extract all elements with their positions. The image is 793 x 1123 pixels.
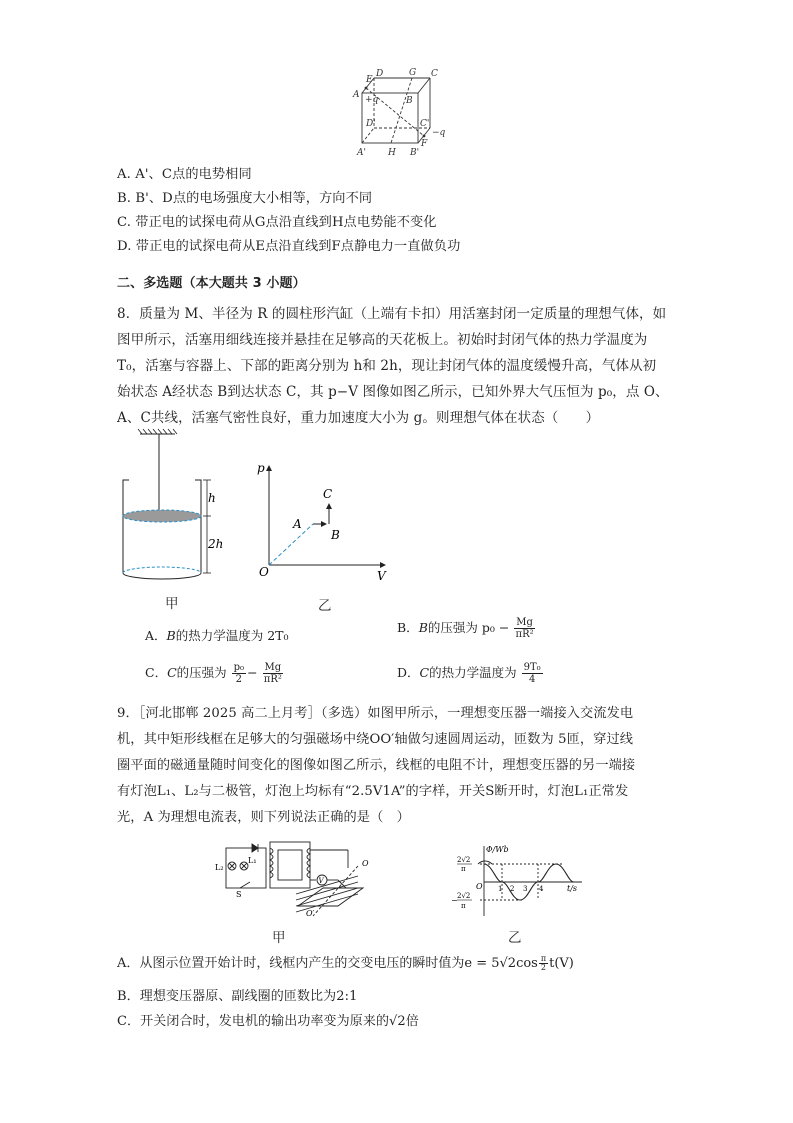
cube-label-plus-q: +q bbox=[365, 95, 379, 105]
q8-option-d bbox=[397, 662, 544, 685]
q8-option-a-prefix: A． bbox=[145, 628, 167, 643]
q9-line-1: 9．［河北邯郸 2025 高二上月考］（多选）如图甲所示，一理想变压器一端接入交流发电 bbox=[117, 706, 634, 721]
q8-option-a-text: 的热力学温度为 2T₀ bbox=[175, 628, 289, 643]
cube-label-c-prime: C' bbox=[420, 119, 430, 129]
cube-figure bbox=[348, 66, 448, 160]
cube-label-d-prime: D' bbox=[366, 119, 376, 129]
q9-yi-caption: 乙 bbox=[508, 930, 522, 946]
q8-option-d-prefix: D． bbox=[397, 665, 420, 680]
q9-jia-l2: L₂ bbox=[215, 863, 224, 872]
q8-option-c-num2: Mg bbox=[264, 662, 282, 673]
q8-jia-2h-label: 2h bbox=[208, 537, 224, 551]
cube-label-a: A bbox=[353, 90, 360, 100]
q8-option-d-den: 4 bbox=[528, 674, 536, 685]
cube-label-c: C bbox=[431, 69, 438, 79]
q8-pv-diagram bbox=[253, 458, 393, 588]
cube-label-minus-q: −q bbox=[432, 128, 446, 138]
q8-option-c-num1: p₀ bbox=[233, 662, 245, 673]
q9-yi-bot-num: 2√2 bbox=[457, 892, 471, 900]
q8-option-c bbox=[145, 662, 284, 685]
q9-yi-bot-den: π bbox=[461, 902, 466, 910]
q8-option-b-num: Mg bbox=[516, 617, 533, 628]
q8-option-c-den1: 2 bbox=[235, 674, 243, 685]
q8-yi-axis-p: p bbox=[257, 461, 265, 475]
section-title-multiple-choice: 二、多选题（本大题共 3 小题） bbox=[117, 276, 306, 291]
cube-label-d: D bbox=[376, 69, 384, 79]
q8-cylinder-figure bbox=[115, 428, 235, 588]
q8-option-c-var: C bbox=[167, 665, 177, 680]
q9-yi-origin: O bbox=[476, 882, 483, 891]
q9-line-2: 机，其中矩形线框在足够大的匀强磁场中绕OO′轴做匀速圆周运动，匝数为 5匝，穿过线 bbox=[117, 732, 634, 747]
cube-label-e: E bbox=[366, 75, 373, 85]
q8-option-b-text: 的压强为 p₀ − bbox=[427, 620, 510, 635]
q9-yi-axis-t: t/s bbox=[567, 884, 578, 893]
q8-yi-axis-v: V bbox=[377, 569, 386, 583]
q9-option-b: B．理想变压器原、副线圈的匝数比为2:1 bbox=[117, 989, 358, 1004]
q7-option-c: C. 带正电的试探电荷从G点沿直线到H点电势能不变化 bbox=[117, 215, 437, 230]
q8-option-b-den: πR² bbox=[515, 629, 534, 640]
q9-transformer-circuit bbox=[208, 836, 378, 918]
q9-jia-l1: L₁ bbox=[248, 856, 257, 865]
cube-label-h: H bbox=[388, 148, 396, 158]
q8-option-b bbox=[397, 617, 536, 640]
q9-flux-graph bbox=[452, 842, 592, 920]
q7-option-d: D. 带正电的试探电荷从E点沿直线到F点静电力一直做负功 bbox=[117, 239, 461, 254]
q9-jia-s: S bbox=[236, 890, 242, 899]
q9-option-c: C．开关闭合时，发电机的输出功率变为原来的√2倍 bbox=[117, 1014, 419, 1029]
q9-line-5: 光，A 为理想电流表，则下列说法正确的是（ ） bbox=[117, 810, 410, 825]
q8-option-b-var: B bbox=[418, 620, 428, 635]
q9-line-3: 圈平面的磁通量随时间变化的图像如图乙所示，线框的电阻不计，理想变压器的另一端接 bbox=[117, 758, 636, 773]
q8-option-d-text: 的热力学温度为 bbox=[429, 665, 517, 680]
cube-label-g: G bbox=[409, 68, 417, 78]
q8-option-c-minus: − bbox=[247, 665, 258, 680]
q8-yi-point-b: B bbox=[331, 528, 340, 542]
q9-yi-tick-2: 2 bbox=[510, 885, 515, 893]
cube-label-b: B bbox=[406, 96, 413, 106]
q8-line-4: 始状态 A经状态 B到达状态 C，其 p−V 图像如图乙所示，已知外界大气压恒为 p₀，点 O、 bbox=[117, 384, 669, 400]
q9-yi-axis-phi: Φ/Wb bbox=[486, 845, 509, 854]
q9-yi-tick-1: 1 bbox=[498, 885, 503, 893]
q9-option-a bbox=[117, 952, 574, 972]
q8-line-2: 图甲所示，活塞用细线连接并悬挂在足够高的天花板上。初始时封闭气体的热力学温度为 bbox=[117, 332, 648, 348]
svg-text:V: V bbox=[318, 877, 324, 885]
q8-option-c-den2: πR² bbox=[263, 674, 282, 685]
q9-option-a-frac-num: π bbox=[540, 954, 547, 963]
q8-option-a-var: B bbox=[166, 628, 176, 643]
q8-yi-point-a: A bbox=[293, 517, 302, 531]
q9-yi-tick-4: 4 bbox=[539, 885, 544, 893]
q8-yi-origin: O bbox=[259, 565, 269, 579]
q9-yi-bot-sign: − bbox=[451, 896, 458, 905]
q8-jia-caption: 甲 bbox=[165, 596, 179, 612]
q9-jia-o-prime: O′ bbox=[306, 909, 315, 918]
cube-label-f: F bbox=[421, 139, 428, 149]
q8-line-1: 8．质量为 M、半径为 R 的圆柱形汽缸（上端有卡扣）用活塞封闭一定质量的理想气体，如 bbox=[117, 306, 667, 322]
q9-option-a-frac-den: 2 bbox=[540, 963, 547, 972]
q9-jia-caption: 甲 bbox=[272, 930, 286, 946]
q9-yi-top-num: 2√2 bbox=[457, 856, 471, 864]
q8-option-c-text: 的压强为 bbox=[176, 665, 227, 680]
q8-option-b-prefix: B． bbox=[397, 620, 419, 635]
q8-jia-h-label: h bbox=[208, 491, 216, 505]
q7-option-a: A. A'、C点的电势相同 bbox=[117, 167, 252, 182]
q8-yi-caption: 乙 bbox=[318, 598, 332, 614]
q9-yi-top-den: π bbox=[461, 865, 466, 873]
q8-line-3: T₀，活塞与容器上、下部的距离分别为 h和 2h，现让封闭气体的温度缓慢升高，气体从初 bbox=[117, 358, 657, 374]
q9-line-4: 有灯泡L₁、L₂与二极管，灯泡上均标有“2.5V1A”的字样，开关S断开时，灯泡L₁正常发 bbox=[117, 784, 629, 799]
q8-option-a bbox=[145, 626, 289, 644]
cube-label-a-prime: A' bbox=[357, 148, 366, 158]
cube-label-b-prime: B' bbox=[410, 148, 420, 158]
q8-yi-point-c: C bbox=[323, 487, 333, 501]
q8-line-5: A、C共线，活塞气密性良好，重力加速度大小为 g。则理想气体在状态（ ） bbox=[117, 410, 600, 426]
q9-option-a-text: A．从图示位置开始计时，线框内产生的交变电压的瞬时值为e = 5√2cos bbox=[117, 956, 538, 971]
q9-option-a-tail: t(V) bbox=[549, 956, 574, 971]
q8-option-d-num: 9T₀ bbox=[523, 662, 541, 673]
q9-jia-o: O bbox=[362, 859, 369, 868]
q8-option-d-var: C bbox=[419, 665, 430, 680]
q8-option-c-prefix: C． bbox=[145, 665, 168, 680]
q7-option-b: B. B'、D点的电场强度大小相等，方向不同 bbox=[117, 191, 373, 206]
q9-yi-tick-3: 3 bbox=[523, 885, 528, 893]
